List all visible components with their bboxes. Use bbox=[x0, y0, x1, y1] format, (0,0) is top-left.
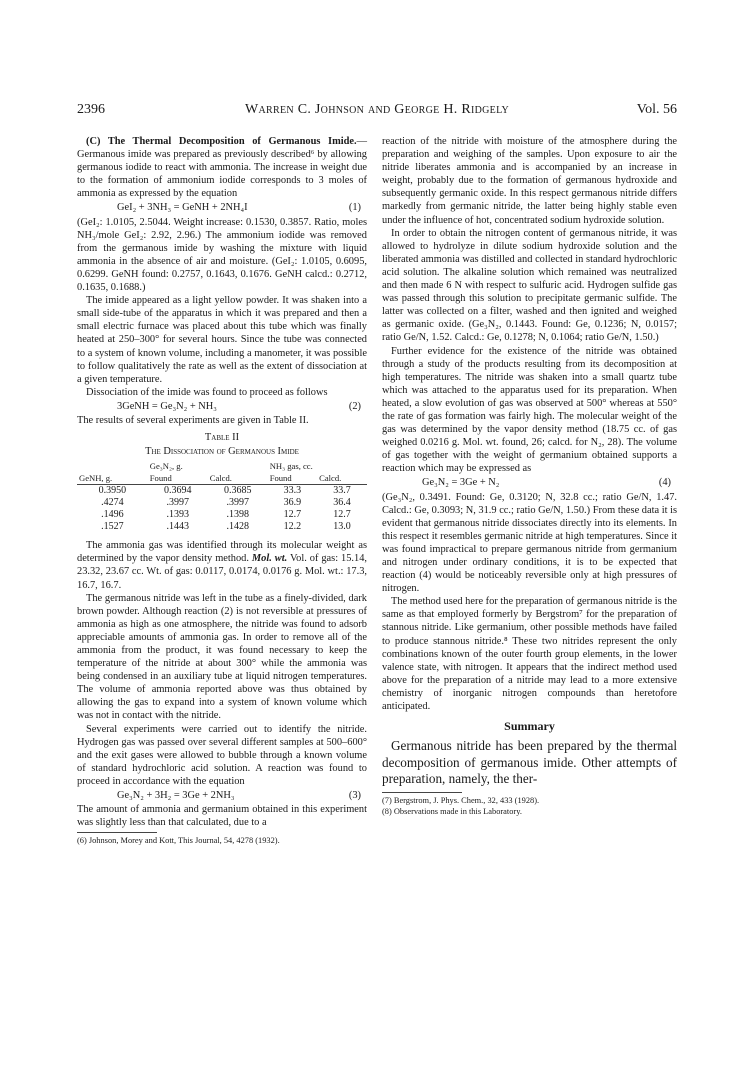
dissociation-table bbox=[77, 460, 367, 533]
summary-heading: Summary bbox=[504, 719, 555, 734]
section-c-paragraph: (C) The Thermal Decomposition of Germanous Imide.—Germanous imide was prepared as previously described⁶ by allowing germanous iodide to react with ammonia. The increase in weight due to the formation of ammonium iodide corresponds to 3 moles of ammonia as expressed by the equation bbox=[77, 136, 367, 200]
equation-2: 3GeNH = Ge₃N₂ + NH₃ (2) bbox=[117, 400, 361, 412]
paragraph: reaction of the nitride with moisture of the atmosphere during the preparation and weighing of the samples. Upon exposure to air the nitride liberates ammonia and is accompanied by an increase in weight, probably due to the formation of germanous hydroxide and subsequently germanic oxide. In this respect germanous nitride differs markedly from germanic nitride, the latter being highly stable even under the influence of hot, concentrated sodium hydroxide solution. bbox=[382, 136, 677, 226]
footnote-rule bbox=[382, 792, 462, 793]
table-column-header: Calcd. bbox=[208, 472, 268, 485]
paragraph: (Ge₃N₂, 0.3491. Found: Ge, 0.3120; N, 32.8 cc.; ratio Ge/N, 1.47. Calcd.: Ge, 0.3093; N, 31.9 cc.; ratio Ge/N, 1.50.) From these data it is evident that germanous nitride dissociates directly into its elements. In this respect it resembles germanic nitride at high temperatures. Since it was found impractical to prepare germanous nitride from germanium and nitrogen under ordinary conditions, it is to be expected that reaction (4) would be noticeably reversible only at high pressures of nitrogen. bbox=[382, 491, 677, 595]
paragraph: The amount of ammonia and germanium obtained in this experiment was slightly less than that calculated, due to a bbox=[77, 804, 367, 829]
footnote-6: (6) Johnson, Morey and Kott, This Journal, 54, 4278 (1932). bbox=[77, 836, 280, 846]
paragraph: (GeI₂: 1.0105, 2.5044. Weight increase: 0.1530, 0.3857. Ratio, moles NH₃/mole GeI₂: 2.92, 2.96.) The ammonium iodide was removed from the germanous imide by washing the mixture with liquid ammonia in the absence of air and moisture. (GeI₂: 1.0105, 0.6095, 0.6299. GeNH found: 0.2757, 0.1643, 0.1676. GeNH calcd.: 0.2712, 0.1635, 0.1688.) bbox=[77, 216, 367, 294]
table-row: 0.3950 0.3694 0.3685 33.3 33.7 bbox=[98, 485, 351, 497]
table-column-header: Found bbox=[268, 472, 317, 485]
table-caption: Table II bbox=[204, 432, 240, 444]
page-header bbox=[77, 102, 677, 120]
paragraph: The results of several experiments are given in Table II. bbox=[77, 414, 309, 426]
table-column-header: GeNH, g. bbox=[77, 472, 148, 485]
paragraph: Dissociation of the imide was found to proceed as follows bbox=[86, 386, 328, 398]
table-row: .1527 .1443 .1428 12.2 13.0 bbox=[101, 521, 351, 533]
paragraph: Several experiments were carried out to identify the nitride. Hydrogen gas was passed over several different samples at 500–600° and the exit gases were allowed to bubble through a known volume of standard hydrochloric acid solution. A reaction was found to proceed in accordance with the equation bbox=[77, 723, 367, 787]
table-column-header: Found bbox=[148, 472, 208, 485]
page-number: 2396 bbox=[77, 102, 105, 117]
equation-3: Ge₃N₂ + 3H₂ = 3Ge + 2NH₃ (3) bbox=[117, 790, 361, 802]
paragraph: The ammonia gas was identified through its molecular weight as determined by the vapor density method. Mol. wt. Vol. of gas: 15.14, 23.32, 23.67 cc. Wt. of gas: 0.0117, 0.0174, 0.0176 g. Mol. wt.: 17.3, 16.7, 16.7. bbox=[77, 540, 368, 591]
paragraph: The germanous nitride was left in the tube as a finely-divided, dark brown powder. Although reaction (2) is not reversible at pressures of ammonia as high as one atmosphere, the nitride was found to adsorb appreciable amounts of ammonia gas. In order to remove all of the ammonia from the product, it was found necessary to keep the temperature of the nitride at about 300° while the ammonia was being condensed in an auxiliary tube at liquid nitrogen temperatures. The volume of ammonia reported above was thus obtained by allowing the gas to expand into a system of known volume which was not in contact with the nitride. bbox=[77, 592, 367, 722]
volume-label: Vol. 56 bbox=[636, 102, 677, 117]
table-title: The Dissociation of Germanous Imide bbox=[145, 446, 299, 458]
table-row: .1496 .1393 .1398 12.7 12.7 bbox=[101, 509, 351, 521]
running-head: Warren C. Johnson and George H. Ridgely bbox=[244, 102, 510, 117]
footnote-7: (7) Bergstrom, J. Phys. Chem., 32, 433 (1928). bbox=[382, 795, 540, 805]
paragraph: The method used here for the preparation of germanous nitride is the same as that employed formerly by Bergstrom⁷ for the preparation of stannous nitride. Like germanium, other possible methods have failed to produce stannous nitride.⁸ These two nitrides represent the only combinations known of the outer fourth group elements, in the lower valence state, with nitrogen. It appears that the indirect method used above for the preparation of a nitride may lead to a more extensive chemistry of inorganic nitrogen compounds than heretofore anticipated. bbox=[382, 596, 677, 713]
table-group-header: Ge₃N₂, g. bbox=[149, 461, 183, 472]
paragraph: In order to obtain the nitrogen content of germanous nitride, it was allowed to hydrolyze in dilute sodium hydroxide solution and the liberated ammonia was distilled and collected in standard hydrochloric acid solution. The alkaline solution which remained was neutralized and then made 6 N with respect to sulfuric acid. Hydrogen sulfide gas was passed through this solution to precipitate germanic sulfide. The latter was collected on a filter, washed and then ignited and weighed as germanic oxide. (Ge₃N₂, 0.1443. Found: Ge, 0.1236; N, 0.0157; ratio Ge/N, 1.52. Calcd.: Ge, 0.1278; N, 0.1064; ratio Ge/N, 1.50.) bbox=[382, 227, 677, 344]
left-column bbox=[77, 135, 367, 846]
table-row: .4274 .3997 .3997 36.9 36.4 bbox=[101, 497, 351, 509]
summary-paragraph: Germanous nitride has been prepared by the thermal decomposition of germanous imide. Other attempts of preparation, namely, the ther- bbox=[382, 738, 677, 787]
table-column-header: Calcd. bbox=[317, 472, 367, 485]
footnote-8: (8) Observations made in this Laboratory. bbox=[382, 806, 522, 816]
paragraph: Further evidence for the existence of the nitride was obtained through a study of the products resulting from its decomposition at high temperatures. The nitride was shaken into a small quartz tube which was attached to the apparatus used for its preparation. When heated, a slow evolution of gas was observed at 500° whereas at 550° the rate of gas formation was fairly high. The molecular weight of the gas was determined by the vapor density method (18.75 cc. of gas weighed 0.0216 g. Mol. wt. found, 26; calcd. for N₂, 28). The volume of gas together with the weight of germanium obtained supports a reaction which may be expressed as bbox=[382, 345, 677, 475]
paragraph: The imide appeared as a light yellow powder. It was shaken into a small side-tube of the apparatus in which it was prepared and then a small electric furnace was placed about this tube which was finally heated at 250–300° for several hours. Since the tube was connected to a system of known volume, including a manometer, it was possible to follow qualitatively the rate as well as the extent of dissociation at a given temperature. bbox=[77, 295, 367, 385]
table-group-header: NH₃ gas, cc. bbox=[269, 461, 313, 472]
section-c-heading: (C) The Thermal Decomposition of Germanous Imide. bbox=[86, 136, 357, 147]
equation-4: Ge₃N₂ = 3Ge + N₂ (4) bbox=[422, 477, 671, 489]
right-column bbox=[382, 135, 677, 817]
equation-1: GeI₂ + 3NH₃ = GeNH + 2NH₄I (1) bbox=[117, 202, 361, 214]
footnote-rule bbox=[77, 832, 157, 833]
